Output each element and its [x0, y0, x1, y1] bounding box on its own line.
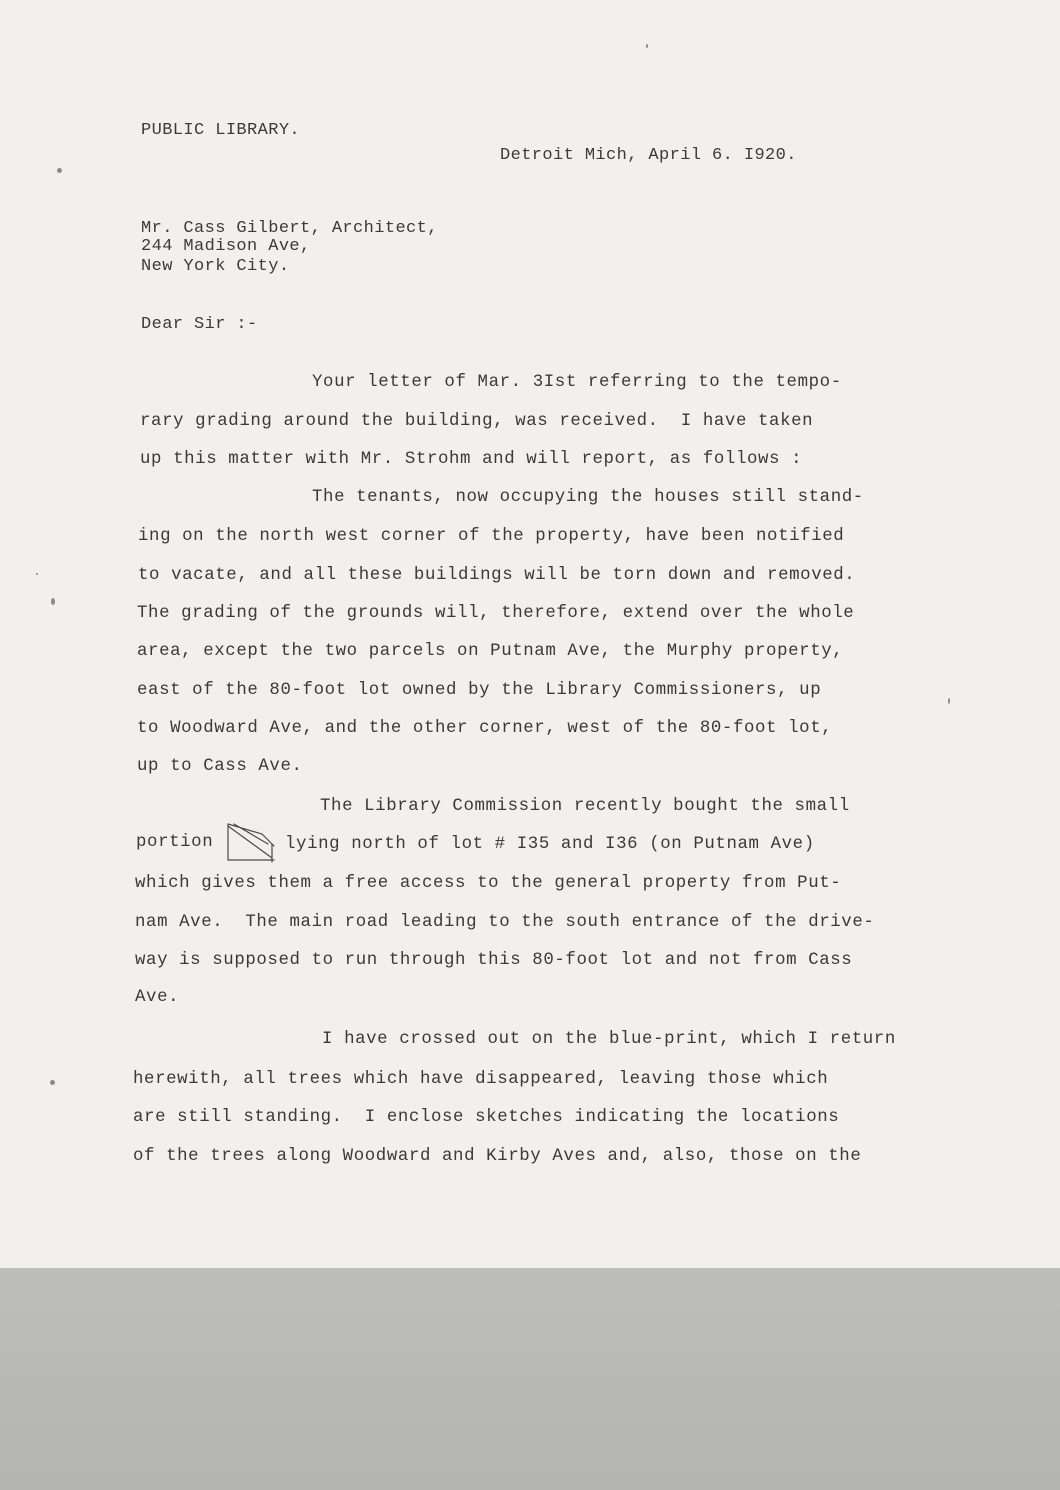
scan-backdrop — [0, 1268, 1060, 1490]
body-line: to Woodward Ave, and the other corner, west of the 80-foot lot, — [137, 719, 833, 738]
body-line: I have crossed out on the blue-print, which I return — [322, 1030, 896, 1049]
body-line: ing on the north west corner of the property, have been notified — [138, 527, 845, 546]
dateline: Detroit Mich, April 6. I920. — [500, 146, 797, 165]
body-line: nam Ave. The main road leading to the south entrance of the drive- — [135, 913, 875, 932]
recipient-line-2: 244 Madison Ave, — [141, 237, 311, 256]
body-line: The tenants, now occupying the houses still stand- — [312, 488, 864, 507]
body-line: area, except the two parcels on Putnam Ave, the Murphy property, — [137, 642, 844, 661]
body-line: Your letter of Mar. 3Ist referring to the tempo- — [312, 373, 842, 392]
body-line: portion — [136, 833, 214, 852]
body-line: to vacate, and all these buildings will be torn down and removed. — [138, 566, 856, 585]
paper-speck — [51, 598, 55, 605]
body-line: up to Cass Ave. — [137, 757, 303, 776]
body-line: way is supposed to run through this 80-foot lot and not from Cass — [135, 951, 853, 970]
body-line: Ave. — [135, 988, 180, 1007]
body-line: up this matter with Mr. Strohm and will report, as follows : — [140, 450, 803, 469]
paper-speck — [948, 698, 950, 704]
paper-speck — [36, 573, 38, 575]
body-line: The grading of the grounds will, therefore, extend over the whole — [137, 604, 855, 623]
body-line: lying north of lot # I35 and I36 (on Putnam Ave) — [285, 835, 815, 854]
salutation: Dear Sir :- — [141, 315, 258, 334]
body-line: are still standing. I enclose sketches indicating the locations — [133, 1108, 840, 1127]
recipient-line-1: Mr. Cass Gilbert, Architect, — [141, 219, 438, 238]
letterhead: PUBLIC LIBRARY. — [141, 121, 301, 140]
paper-speck — [646, 44, 648, 48]
body-line: The Library Commission recently bought the small — [320, 797, 850, 816]
paper-speck — [57, 168, 62, 173]
body-line: herewith, all trees which have disappeared, leaving those which — [133, 1070, 829, 1089]
body-line: of the trees along Woodward and Kirby Aves and, also, those on the — [133, 1147, 862, 1166]
body-line: rary grading around the building, was received. I have taken — [140, 412, 814, 431]
paper-speck — [50, 1080, 55, 1085]
body-line: east of the 80-foot lot owned by the Library Commissioners, up — [137, 681, 822, 700]
recipient-line-3: New York City. — [141, 257, 290, 276]
lot-sketch-icon — [224, 820, 278, 866]
body-line: which gives them a free access to the general property from Put- — [135, 874, 842, 893]
